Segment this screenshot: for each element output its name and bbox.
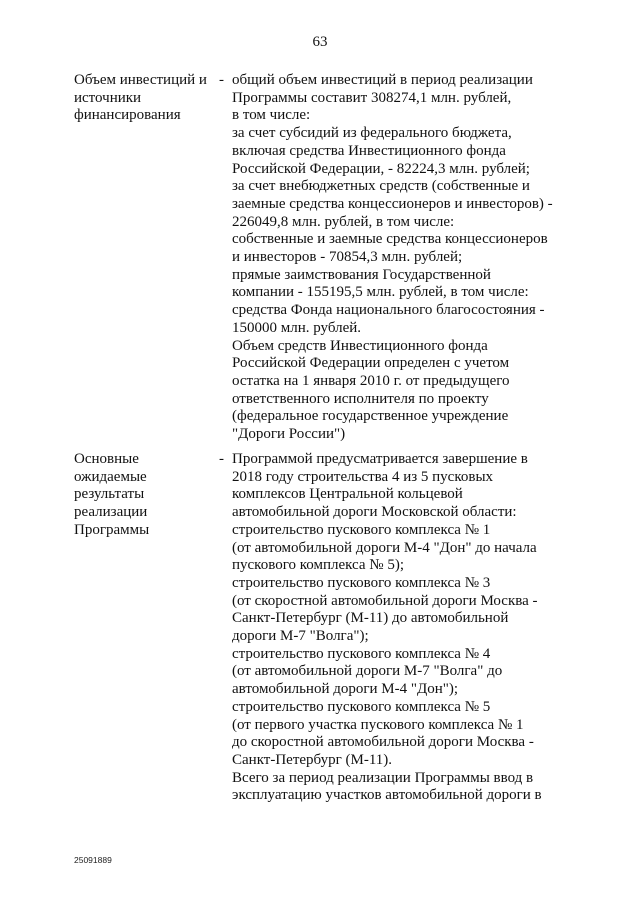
body-line: за счет внебюджетных средств (собственные и — [232, 178, 530, 195]
body-line: за счет субсидий из федерального бюджета, — [232, 125, 512, 142]
section-body — [232, 451, 602, 805]
body-line: остатка на 1 января 2010 г. от предыдущего — [232, 372, 510, 389]
body-line: Санкт-Петербург (М-11). — [232, 751, 393, 768]
body-line: автомобильной дороги Московской области: — [232, 504, 517, 521]
body-line: Программой предусматривается завершение в — [232, 451, 528, 467]
body-line: Российской Федерации, - 82224,3 млн. рублей; — [232, 160, 530, 177]
body-line: включая средства Инвестиционного фонда — [232, 142, 506, 159]
body-line: комплексов Центральной кольцевой — [232, 486, 463, 503]
body-line: "Дороги России") — [232, 426, 346, 443]
label-line: источники — [74, 89, 142, 106]
body-line: до скоростной автомобильной дороги Москва - — [232, 734, 534, 751]
body-line: прямые заимствования Государственной — [232, 266, 491, 283]
section-label — [74, 72, 214, 125]
body-line: Российской Федерации определен с учетом — [232, 355, 510, 372]
body-line: Всего за период реализации Программы ввод в — [232, 769, 534, 786]
body-line: (от скоростной автомобильной дороги Москва - — [232, 592, 538, 609]
document-id: 25091889 — [74, 855, 112, 865]
label-line: ожидаемые — [74, 468, 147, 485]
body-line: в том числе: — [232, 107, 311, 124]
body-line: пускового комплекса № 5); — [232, 557, 405, 574]
body-line: строительство пускового комплекса № 4 — [232, 645, 491, 662]
label-line: Программы — [74, 521, 150, 538]
body-line: Программы составит 308274,1 млн. рублей, — [232, 89, 512, 106]
body-line: (федеральное государственное учреждение — [232, 408, 509, 425]
section-dash: - — [219, 451, 224, 467]
body-line: 2018 году строительства 4 из 5 пусковых — [232, 468, 494, 485]
body-line: и инвесторов - 70854,3 млн. рублей; — [232, 249, 463, 266]
body-line: эксплуатацию участков автомобильной дороги в — [232, 787, 542, 804]
body-line: строительство пускового комплекса № 1 — [232, 521, 491, 538]
label-line: Основные — [74, 451, 139, 467]
body-line: общий объем инвестиций в период реализации — [232, 72, 533, 88]
body-line: дороги М-7 "Волга"); — [232, 628, 369, 645]
label-line: реализации — [74, 504, 148, 521]
body-line: (от первого участка пускового комплекса № 1 — [232, 716, 524, 733]
section-body — [232, 72, 602, 444]
body-line: компании - 155195,5 млн. рублей, в том числе: — [232, 284, 529, 301]
section-label — [74, 451, 214, 540]
body-line: строительство пускового комплекса № 3 — [232, 574, 491, 591]
body-line: (от автомобильной дороги М-4 "Дон" до начала — [232, 539, 537, 556]
page-number: 63 — [312, 34, 328, 50]
body-line: заемные средства концессионеров и инвесторов) - — [232, 195, 553, 212]
body-line: (от автомобильной дороги М-7 "Волга" до — [232, 663, 503, 680]
body-line: 150000 млн. рублей. — [232, 319, 362, 336]
section-dash: - — [219, 72, 224, 88]
body-line: 226049,8 млн. рублей, в том числе: — [232, 213, 455, 230]
label-line: Объем инвестиций и — [74, 72, 207, 88]
body-line: строительство пускового комплекса № 5 — [232, 698, 491, 715]
label-line: результаты — [74, 486, 145, 503]
body-line: собственные и заемные средства концессионеров — [232, 231, 548, 248]
body-line: Санкт-Петербург (М-11) до автомобильной — [232, 610, 509, 627]
body-line: средства Фонда национального благосостояния - — [232, 302, 545, 319]
body-line: Объем средств Инвестиционного фонда — [232, 337, 488, 354]
label-line: финансирования — [74, 107, 181, 124]
body-line: ответственного исполнителя по проекту — [232, 390, 489, 407]
body-line: автомобильной дороги М-4 "Дон"); — [232, 681, 459, 698]
